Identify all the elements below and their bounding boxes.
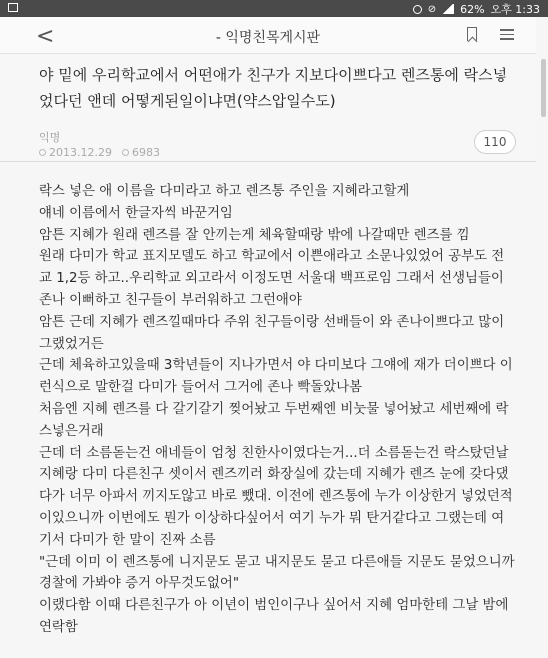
body-paragraph: 근데 체육하고있을때 3학년들이 지나가면서 야 다미보다 그얘에 재가 더이쁘다 이런식으로 말한걸 다미가 들어서 그거에 존나 빡돌았나봄 — [39, 358, 513, 396]
mute-icon: ⊘ — [427, 3, 437, 15]
post-page — [0, 17, 548, 658]
signal-icon — [442, 4, 454, 14]
body-paragraph: 암튼 근데 지혜가 렌즈낄때마다 주위 친구들이랑 선배들이 와 존나이쁘다고 많이 그랬었거든 — [39, 314, 505, 352]
back-icon[interactable]: < — [36, 24, 55, 49]
post-title: 야 밑에 우리학교에서 어떤애가 친구가 지보다이쁘다고 렌즈통에 락스넣었다던 앤데 어떻게된일이냐면(약스압일수도) — [39, 66, 508, 110]
post-date — [39, 146, 112, 159]
post-date-text: 2013.12.29 — [49, 146, 112, 159]
menu-icon[interactable] — [500, 29, 514, 40]
scrollbar[interactable] — [541, 59, 546, 117]
body-paragraph: 근데 더 소름돋는건 애네들이 엄청 친한사이였다는거...더 소름돋는건 락스탔던날 지혜랑 다미 다른친구 셋이서 렌즈끼러 화장실에 갔는데 지혜가 렌즈 눈에 갖다댔다가 너무 아파서 끼지도않고 바로 뺐대. 이전에 렌즈통에 누가 이상한거 넣었던적이있으니까 이번에도 뭔가 이상하다싶어서 여기 누가 뭐 탄거같다고 그랬는데 여기서 다미가 한 말이 진짜 소름 — [39, 445, 513, 548]
gallery-icon — [8, 3, 18, 12]
clock-icon — [39, 149, 46, 156]
alarm-icon — [413, 5, 422, 14]
post-views-text: 6983 — [131, 146, 160, 159]
body-paragraph: 락스 넣은 애 이름을 다미라고 하고 렌즈통 주인을 지혜라고할게 — [39, 184, 410, 199]
post-meta — [39, 146, 160, 159]
post-views — [122, 146, 160, 159]
eye-icon — [122, 149, 129, 156]
body-paragraph: 얘네 이름에서 한글자씩 바꾼거임 — [39, 205, 233, 221]
clock: 오후 1:33 — [490, 3, 540, 16]
post-header — [0, 54, 536, 162]
status-bar — [0, 0, 548, 17]
body-paragraph: 이랬다함 이때 다른친구가 아 이년이 범인이구나 싶어서 지혜 엄마한테 그날 밤에 연락함 — [39, 598, 509, 635]
battery-level: 62% — [460, 2, 485, 16]
post-author: 익명 — [39, 131, 61, 144]
body-paragraph: 처음엔 지혜 렌즈를 다 갈기갈기 찢어놨고 두번째엔 비눗물 넣어놨고 세번째에 락스넣은거래 — [39, 401, 509, 439]
status-icons — [413, 1, 540, 17]
body-paragraph: 암튼 지혜가 원래 렌즈를 잘 안끼는게 체육할때랑 밖에 나갈때만 렌즈를 낌 — [39, 227, 470, 243]
comment-count-button[interactable]: 110 — [474, 130, 516, 154]
bookmark-icon[interactable] — [467, 27, 477, 41]
body-paragraph: 원래 다미가 학교 표지모델도 하고 학교에서 이쁜애라고 소문나있었어 공부도 전교 1,2등 하고..우리학교 외고라서 이정도면 서울대 백프로임 그래서 선생님들이 존나 이뻐하고 친구들이 부러워하고 그런애야 — [39, 249, 505, 308]
top-toolbar — [0, 17, 536, 54]
body-paragraph: "근데 이미 이 렌즈통에 니지문도 묻고 내지문도 묻고 다른애들 지문도 묻었으니까 경찰에 가봐야 증거 아무것도없어" — [39, 554, 515, 592]
board-title: - 익명친목게시판 — [215, 30, 321, 46]
post-body — [39, 181, 517, 639]
